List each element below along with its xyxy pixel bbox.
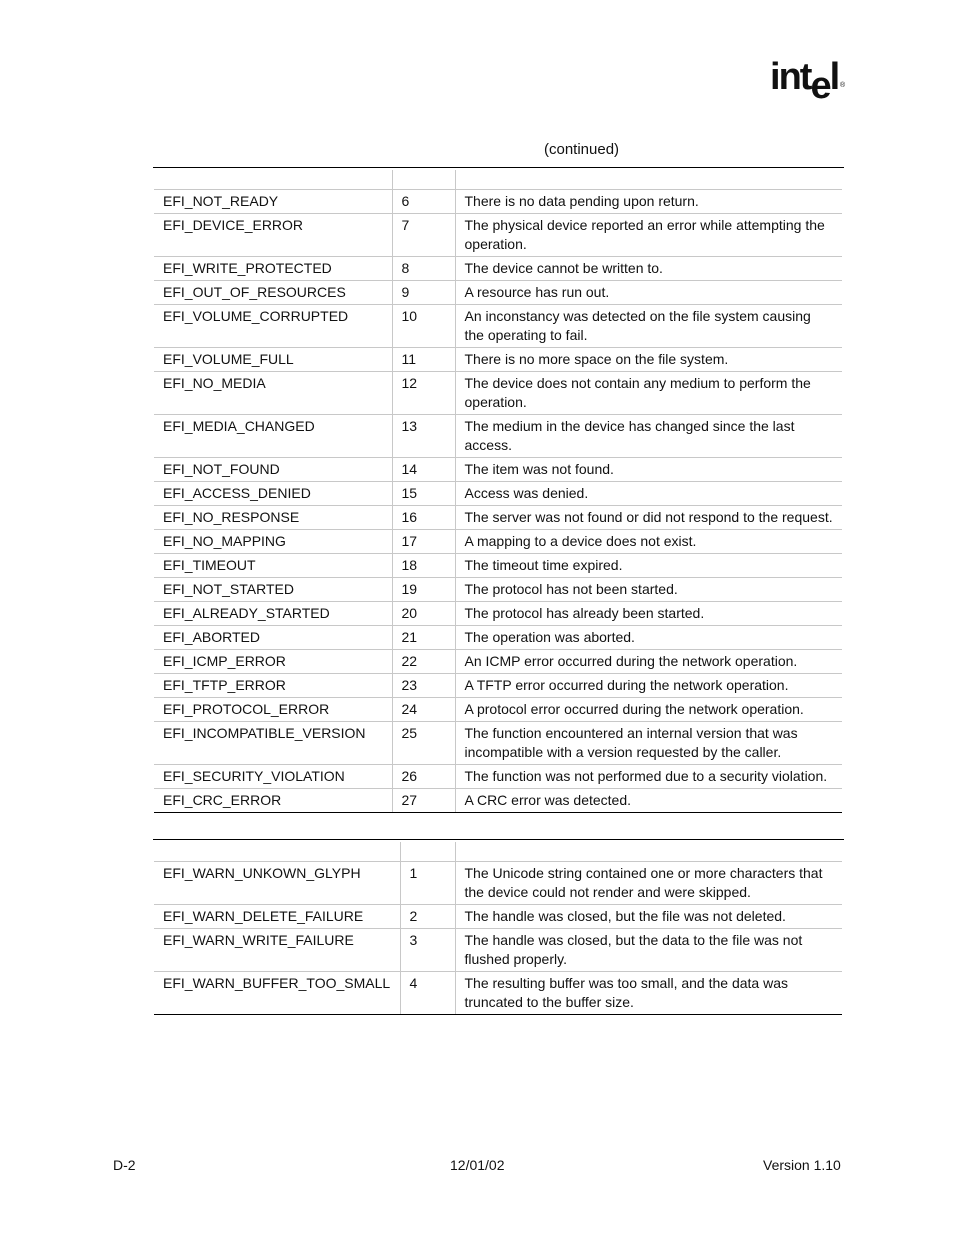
status-code-value: 18 xyxy=(392,554,455,578)
status-code-name: EFI_WARN_WRITE_FAILURE xyxy=(154,929,400,972)
status-code-name: EFI_PROTOCOL_ERROR xyxy=(154,698,392,722)
status-code-value: 20 xyxy=(392,602,455,626)
table-row xyxy=(154,626,842,650)
status-code-name: EFI_VOLUME_CORRUPTED xyxy=(154,305,392,348)
status-code-value: 12 xyxy=(392,372,455,415)
table-row xyxy=(154,257,842,281)
table-row xyxy=(154,972,842,1015)
status-code-value: 1 xyxy=(400,862,455,905)
status-code-description: The device does not contain any medium to perform the operation. xyxy=(455,372,842,415)
status-code-name: EFI_WRITE_PROTECTED xyxy=(154,257,392,281)
footer-date: 12/01/02 xyxy=(450,1157,505,1173)
status-code-name: EFI_WARN_DELETE_FAILURE xyxy=(154,905,400,929)
status-code-value: 26 xyxy=(392,765,455,789)
status-code-name: EFI_MEDIA_CHANGED xyxy=(154,415,392,458)
table-row xyxy=(154,415,842,458)
header-cell xyxy=(455,170,842,190)
logo-text: intel xyxy=(770,56,839,107)
status-code-value: 9 xyxy=(392,281,455,305)
status-code-value: 16 xyxy=(392,506,455,530)
status-code-description: The resulting buffer was too small, and the data was truncated to the buffer size. xyxy=(455,972,842,1015)
footer-version: Version 1.10 xyxy=(763,1157,841,1173)
header-cell xyxy=(400,842,455,862)
status-code-name: EFI_INCOMPATIBLE_VERSION xyxy=(154,722,392,765)
status-code-description: The handle was closed, but the file was not deleted. xyxy=(455,905,842,929)
status-code-description: The function encountered an internal version that was incompatible with a version requested by the caller. xyxy=(455,722,842,765)
status-code-name: EFI_NOT_READY xyxy=(154,190,392,214)
status-code-name: EFI_ABORTED xyxy=(154,626,392,650)
warning-codes-table xyxy=(154,842,842,1015)
status-code-description: The protocol has already been started. xyxy=(455,602,842,626)
status-code-value: 10 xyxy=(392,305,455,348)
status-code-value: 25 xyxy=(392,722,455,765)
status-code-description: A resource has run out. xyxy=(455,281,842,305)
status-code-value: 8 xyxy=(392,257,455,281)
status-code-description: The device cannot be written to. xyxy=(455,257,842,281)
intel-logo: intel ® xyxy=(770,56,846,107)
status-code-description: The Unicode string contained one or more characters that the device could not render and were skipped. xyxy=(455,862,842,905)
table-row xyxy=(154,372,842,415)
status-code-name: EFI_NO_RESPONSE xyxy=(154,506,392,530)
status-code-description: There is no data pending upon return. xyxy=(455,190,842,214)
status-code-description: A TFTP error occurred during the network operation. xyxy=(455,674,842,698)
table-row xyxy=(154,789,842,813)
status-code-value: 3 xyxy=(400,929,455,972)
status-code-name: EFI_SECURITY_VIOLATION xyxy=(154,765,392,789)
page-number: D-2 xyxy=(113,1157,136,1173)
status-code-name: EFI_VOLUME_FULL xyxy=(154,348,392,372)
status-code-name: EFI_NOT_FOUND xyxy=(154,458,392,482)
status-code-value: 6 xyxy=(392,190,455,214)
table-row xyxy=(154,506,842,530)
status-code-name: EFI_NO_MEDIA xyxy=(154,372,392,415)
error-codes-table xyxy=(154,170,842,813)
continued-label: (continued) xyxy=(544,141,620,158)
status-code-name: EFI_ALREADY_STARTED xyxy=(154,602,392,626)
status-code-value: 27 xyxy=(392,789,455,813)
status-code-value: 4 xyxy=(400,972,455,1015)
header-cell xyxy=(455,842,842,862)
table-row xyxy=(154,554,842,578)
status-code-description: A protocol error occurred during the network operation. xyxy=(455,698,842,722)
status-code-value: 22 xyxy=(392,650,455,674)
status-code-value: 7 xyxy=(392,214,455,257)
status-code-description: The physical device reported an error while attempting the operation. xyxy=(455,214,842,257)
status-code-value: 19 xyxy=(392,578,455,602)
status-code-name: EFI_OUT_OF_RESOURCES xyxy=(154,281,392,305)
status-code-description: Access was denied. xyxy=(455,482,842,506)
table-row xyxy=(154,214,842,257)
status-code-name: EFI_WARN_BUFFER_TOO_SMALL xyxy=(154,972,400,1015)
status-code-description: The protocol has not been started. xyxy=(455,578,842,602)
table-row xyxy=(154,578,842,602)
table-row xyxy=(154,862,842,905)
status-code-name: EFI_WARN_UNKOWN_GLYPH xyxy=(154,862,400,905)
status-code-value: 24 xyxy=(392,698,455,722)
status-code-description: The operation was aborted. xyxy=(455,626,842,650)
table-row xyxy=(154,674,842,698)
header-cell xyxy=(392,170,455,190)
table-row xyxy=(154,281,842,305)
status-code-value: 15 xyxy=(392,482,455,506)
status-code-value: 21 xyxy=(392,626,455,650)
status-code-description: A CRC error was detected. xyxy=(455,789,842,813)
table-row xyxy=(154,602,842,626)
status-code-value: 17 xyxy=(392,530,455,554)
table-header-row xyxy=(154,842,842,862)
status-code-description: An ICMP error occurred during the network operation. xyxy=(455,650,842,674)
status-code-value: 11 xyxy=(392,348,455,372)
table-row xyxy=(154,348,842,372)
status-code-value: 23 xyxy=(392,674,455,698)
status-code-description: The handle was closed, but the data to the file was not flushed properly. xyxy=(455,929,842,972)
header-cell xyxy=(154,170,392,190)
status-code-name: EFI_TFTP_ERROR xyxy=(154,674,392,698)
table-row xyxy=(154,722,842,765)
table-top-rule-2 xyxy=(153,839,844,840)
table-top-rule xyxy=(153,167,844,168)
table-row xyxy=(154,698,842,722)
table-row xyxy=(154,482,842,506)
status-code-description: There is no more space on the file system. xyxy=(455,348,842,372)
status-code-name: EFI_DEVICE_ERROR xyxy=(154,214,392,257)
status-code-name: EFI_NOT_STARTED xyxy=(154,578,392,602)
table-row xyxy=(154,929,842,972)
status-code-description: The item was not found. xyxy=(455,458,842,482)
status-code-name: EFI_ICMP_ERROR xyxy=(154,650,392,674)
status-code-name: EFI_ACCESS_DENIED xyxy=(154,482,392,506)
table-row xyxy=(154,305,842,348)
table-row xyxy=(154,650,842,674)
table-header-row xyxy=(154,170,842,190)
status-code-description: The medium in the device has changed since the last access. xyxy=(455,415,842,458)
status-code-description: An inconstancy was detected on the file system causing the operating to fail. xyxy=(455,305,842,348)
status-code-description: The server was not found or did not respond to the request. xyxy=(455,506,842,530)
status-code-description: The function was not performed due to a security violation. xyxy=(455,765,842,789)
table-row xyxy=(154,190,842,214)
status-code-value: 14 xyxy=(392,458,455,482)
table-row xyxy=(154,905,842,929)
status-code-description: A mapping to a device does not exist. xyxy=(455,530,842,554)
status-code-name: EFI_CRC_ERROR xyxy=(154,789,392,813)
status-code-value: 2 xyxy=(400,905,455,929)
table-row xyxy=(154,765,842,789)
status-code-value: 13 xyxy=(392,415,455,458)
status-code-name: EFI_TIMEOUT xyxy=(154,554,392,578)
status-code-description: The timeout time expired. xyxy=(455,554,842,578)
status-code-name: EFI_NO_MAPPING xyxy=(154,530,392,554)
header-cell xyxy=(154,842,400,862)
table-row xyxy=(154,530,842,554)
table-row xyxy=(154,458,842,482)
